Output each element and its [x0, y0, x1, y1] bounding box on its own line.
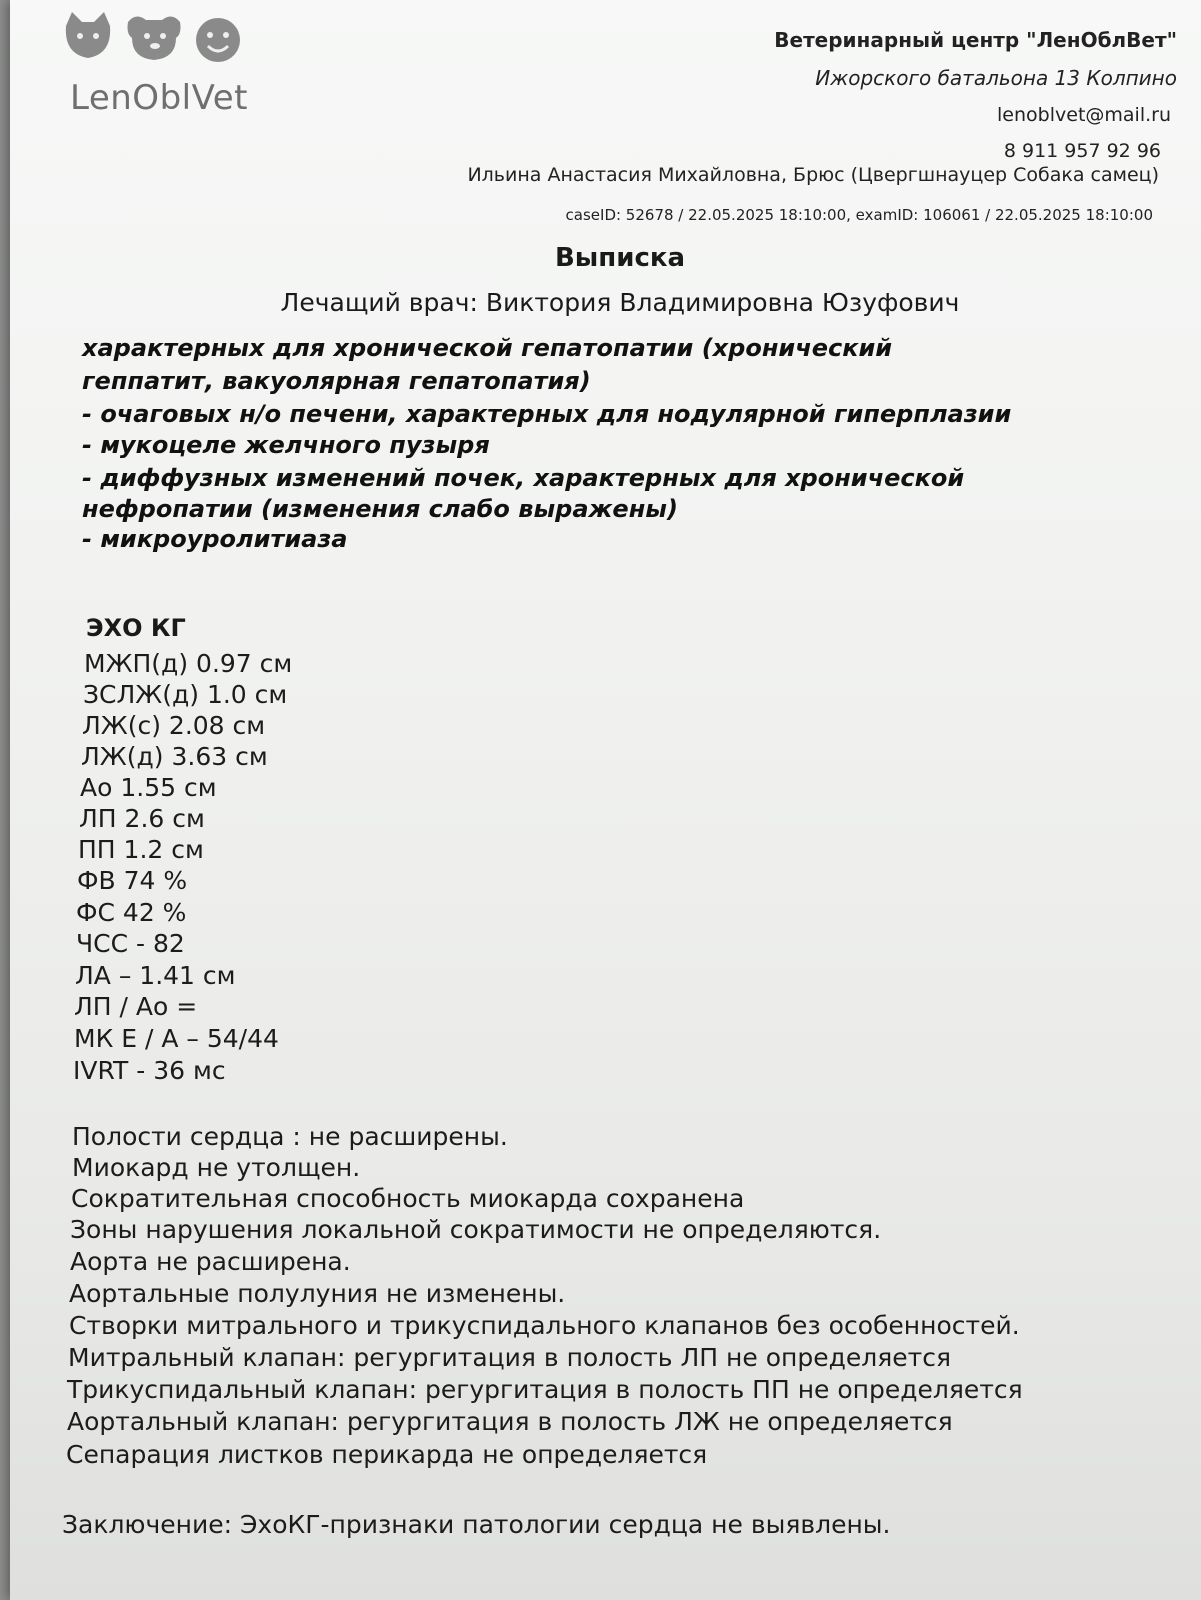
finding-line: Митральный клапан: регургитация в полость ЛП не определяется	[68, 1343, 952, 1372]
diagnosis-line: - микроуролитиаза	[82, 525, 348, 553]
measurement-line: МЖП(д) 0.97 см	[84, 649, 293, 678]
finding-line: Трикуспидальный клапан: регургитация в полость ПП не определяется	[67, 1375, 1023, 1404]
finding-line: Сепарация листков перикарда не определяется	[66, 1440, 708, 1469]
measurement-line: ЗСЛЖ(д) 1.0 см	[83, 680, 288, 709]
finding-line: Аорта не расширена.	[70, 1247, 351, 1276]
measurement-line: ЛЖ(д) 3.63 см	[81, 742, 268, 771]
diagnosis-line: нефропатии (изменения слабо выражены)	[82, 495, 678, 523]
measurement-line: ФВ 74 %	[77, 866, 188, 895]
clinic-email: lenoblvet@mail.ru	[997, 104, 1171, 126]
patient-info: Ильина Анастасия Михайловна, Брюс (Цвергшнауцер Собака самец)	[467, 164, 1159, 186]
diagnosis-line: - диффузных изменений почек, характерных для хронической	[82, 464, 965, 492]
case-info: caseID: 52678 / 22.05.2025 18:10:00, examID: 106061 / 22.05.2025 18:10:00	[565, 206, 1153, 224]
finding-line: Сократительная способность миокарда сохранена	[71, 1184, 745, 1213]
clinic-name: Ветеринарный центр "ЛенОблВет"	[774, 28, 1177, 52]
conclusion: Заключение: ЭхоКГ-признаки патологии сердца не выявлены.	[62, 1510, 891, 1539]
measurement-line: ПП 1.2 см	[78, 835, 204, 864]
attending-doctor: Лечащий врач: Виктория Владимировна Юзуфович	[280, 288, 960, 317]
finding-line: Полости сердца : не расширены.	[72, 1122, 508, 1151]
clinic-phone: 8 911 957 92 96	[1003, 140, 1161, 162]
measurement-line: ЛП / Ао =	[74, 992, 198, 1021]
diagnosis-line: характерных для хронической гепатопатии (хронический	[82, 334, 893, 362]
finding-line: Аортальные полулуния не изменены.	[69, 1279, 566, 1308]
measurement-line: IVRT - 36 мс	[73, 1056, 226, 1085]
finding-line: Миокард не утолщен.	[72, 1153, 361, 1182]
document-title: Выписка	[554, 243, 686, 273]
measurement-line: ЧСС - 82	[76, 929, 185, 958]
diagnosis-line: - очаговых н/о печени, характерных для нодулярной гиперплазии	[82, 400, 1012, 428]
logo-text: LenOblVet	[70, 78, 248, 118]
finding-line: Аортальный клапан: регургитация в полость ЛЖ не определяется	[67, 1407, 953, 1436]
diagnosis-line: геппатит, вакуолярная гепатопатия)	[82, 367, 591, 395]
finding-line: Створки митрального и трикуспидального клапанов без особенностей.	[69, 1311, 1020, 1340]
finding-line: Зоны нарушения локальной сократимости не определяются.	[70, 1215, 882, 1244]
measurement-line: ЛЖ(с) 2.08 см	[82, 711, 266, 740]
measurement-line: ЛП 2.6 см	[79, 804, 205, 833]
measurement-line: МК Е / А – 54/44	[74, 1024, 279, 1053]
diagnosis-line: - мукоцеле желчного пузыря	[82, 431, 490, 459]
echo-heading: ЭХО КГ	[86, 614, 186, 642]
measurement-line: ФС 42 %	[76, 898, 187, 927]
measurement-line: Ао 1.55 см	[80, 773, 217, 802]
measurement-line: ЛА – 1.41 см	[75, 961, 236, 990]
clinic-address: Ижорского батальона 13 Колпино	[815, 66, 1177, 90]
document-page	[10, 0, 1201, 1600]
